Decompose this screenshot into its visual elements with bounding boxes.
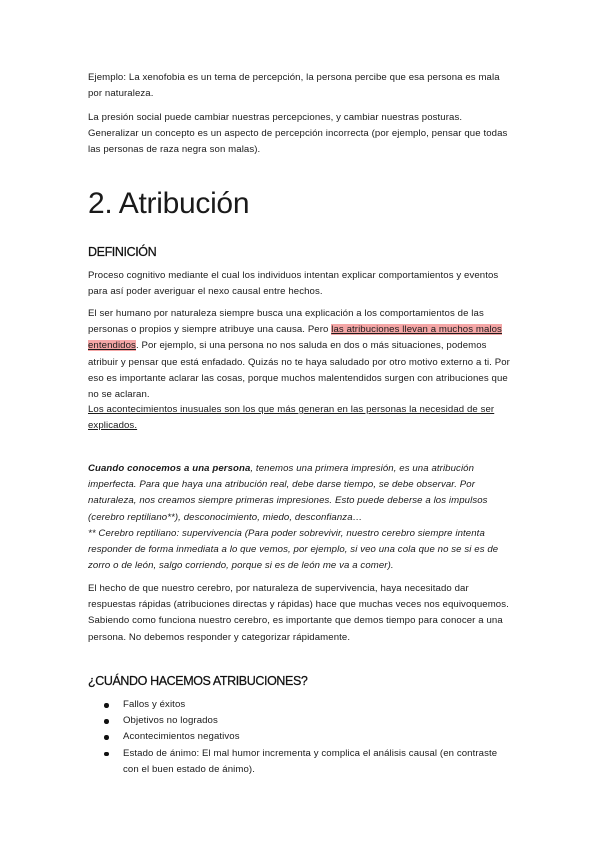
list-item: Estado de ánimo: El mal humor incrementa y complica el análisis causal (en contraste con el buen estado de ánimo). xyxy=(88,746,511,778)
when-heading: ¿CUÁNDO HACEMOS ATRIBUCIONES? xyxy=(88,674,308,688)
first-impression-rest: , tenemos una primera impresión, es una atribución imperfecta. Para que haya una atribución real, debe darse tiempo, se debe observar. Por naturaleza, nos creamos siempre primeras impresiones. Esto puede deberse a los impulsos (cerebro reptiliano**), desconocimiento, miedo, desconfianza… xyxy=(88,463,488,523)
list-item: Objetivos no logrados xyxy=(88,713,511,729)
survival-paragraph: El hecho de que nuestro cerebro, por naturaleza de supervivencia, haya necesitado dar respuestas rápidas (atribuciones directas y rápidas) hace que muchas veces nos equivoquemos. Sabiendo como funciona nuestro cerebro, es importante que demos tiempo para conocer a una persona. No debemos responder y categorizar rápidamente. xyxy=(88,583,509,643)
explanation-paragraph xyxy=(88,306,511,403)
attribution-list xyxy=(88,697,511,778)
explanation-text-start: El ser humano por naturaleza siempre busca una explicación a los comportamientos de las personas o propios y siempre atribuye una causa. Pero xyxy=(88,308,484,336)
intro-paragraph-social-pressure: La presión social puede cambiar nuestras percepciones, y cambiar nuestras posturas. Generalizar un concepto es un aspecto de percepción incorrecta (por ejemplo, pensar que todas las personas de raza negra son malas). xyxy=(88,112,508,156)
first-impression-paragraph xyxy=(88,461,511,526)
definition-heading: DEFINICIÓN xyxy=(88,245,157,259)
definition-paragraph: Proceso cognitivo mediante el cual los individuos intentan explicar comportamientos y eventos para así poder averiguar el nexo causal entre hechos. xyxy=(88,270,499,298)
list-item: Fallos y éxitos xyxy=(88,697,511,713)
highlighted-text: las atribuciones llevan a muchos malos entendidos xyxy=(88,324,502,352)
reptilian-brain-note: ** Cerebro reptiliano: supervivencia (Para poder sobrevivir, nuestro cerebro siempre intenta responder de forma inmediata a lo que vemos, por ejemplo, si veo una cola que no se si es de zorro o de león, salgo corriendo, porque si es de león me va a comer). xyxy=(88,528,499,572)
intro-paragraph-example: Ejemplo: La xenofobia es un tema de percepción, la persona percibe que esa persona es mala por naturaleza. xyxy=(88,72,500,100)
list-item: Acontecimientos negativos xyxy=(88,729,511,745)
underlined-paragraph: Los acontecimientos inusuales son los que más generan en las personas la necesidad de ser explicados. xyxy=(88,404,495,432)
section-title: 2. Atribución xyxy=(88,187,250,220)
explanation-text-end: . Por ejemplo, si una persona no nos saluda en dos o más situaciones, podemos atribuir y pensar que está enfadado. Quizás no te haya saludado por otro motivo externo a ti. Por eso es importante aclarar las cosas, porque muchos malentendidos surgen con atribuciones que no se aclaran. xyxy=(88,340,510,401)
first-impression-bold: Cuando conocemos a una persona xyxy=(88,463,251,474)
